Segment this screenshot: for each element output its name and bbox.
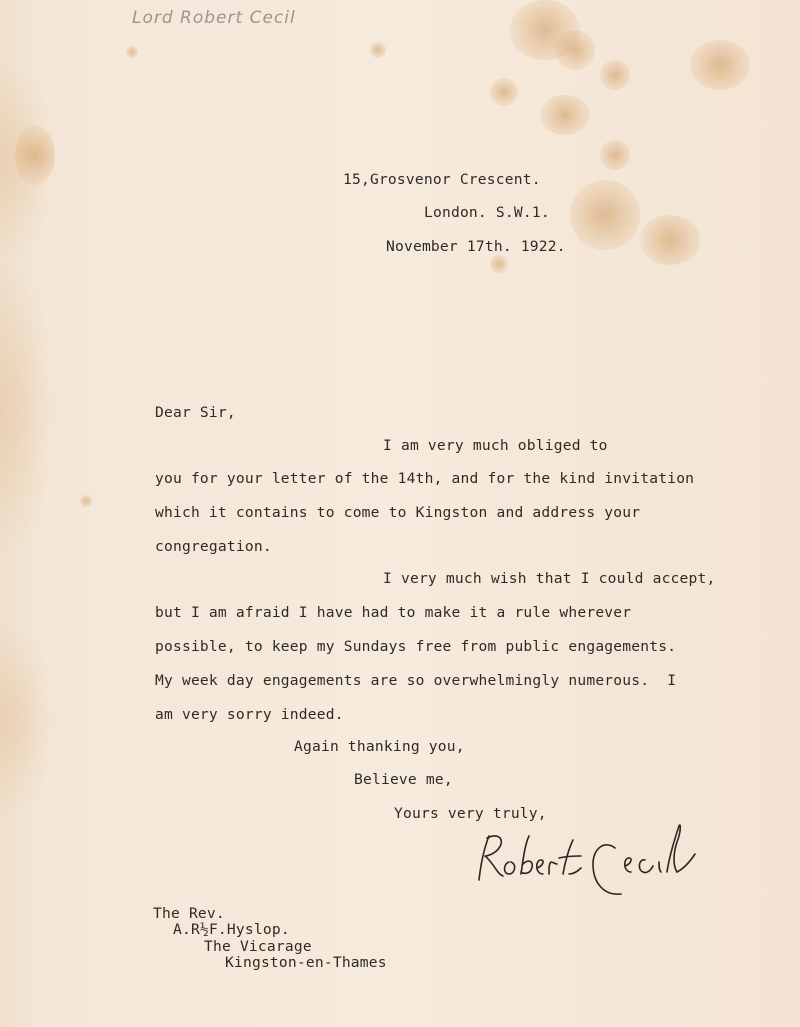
edge-stain: [0, 620, 60, 820]
edge-stain: [0, 60, 60, 260]
stain: [80, 495, 92, 507]
stain: [640, 215, 700, 265]
recipient-line-2: A.R½F.Hyslop.: [173, 921, 290, 938]
stain: [126, 46, 138, 58]
stain: [490, 78, 518, 106]
closing-line: Again thanking you,: [294, 738, 465, 755]
stain: [570, 180, 640, 250]
stain: [370, 42, 386, 58]
handwritten-signature: [465, 818, 735, 908]
body-line: My week day engagements are so overwhelmingly numerous. I: [155, 672, 677, 689]
body-line: I very much wish that I could accept,: [383, 570, 716, 587]
stain: [555, 30, 595, 70]
recipient-line-3: The Vicarage: [204, 938, 312, 955]
recipient-line-4: Kingston-en-Thames: [225, 954, 387, 971]
body-line: which it contains to come to Kingston and address your: [155, 504, 641, 521]
stain: [540, 95, 590, 135]
body-line: congregation.: [155, 538, 272, 555]
closing-line: Yours very truly,: [394, 805, 547, 822]
body-line: possible, to keep my Sundays free from public engagements.: [155, 638, 677, 655]
closing-line: Believe me,: [354, 771, 453, 788]
salutation: Dear Sir,: [155, 404, 236, 421]
address-line-1: 15,Grosvenor Crescent.: [343, 171, 541, 188]
recipient-line-1: The Rev.: [153, 905, 225, 922]
body-line: I am very much obliged to: [383, 437, 608, 454]
stain: [690, 40, 750, 90]
edge-stain: [0, 260, 60, 560]
letter-date: November 17th. 1922.: [386, 238, 566, 255]
body-line: but I am afraid I have had to make it a rule wherever: [155, 604, 632, 621]
stain: [600, 140, 630, 170]
stain: [600, 60, 630, 90]
stain: [490, 255, 508, 273]
address-line-2: London. S.W.1.: [424, 204, 550, 221]
pencil-annotation: Lord Robert Cecil: [132, 8, 296, 28]
body-line: you for your letter of the 14th, and for the kind invitation: [155, 470, 695, 487]
body-line: am very sorry indeed.: [155, 706, 344, 723]
